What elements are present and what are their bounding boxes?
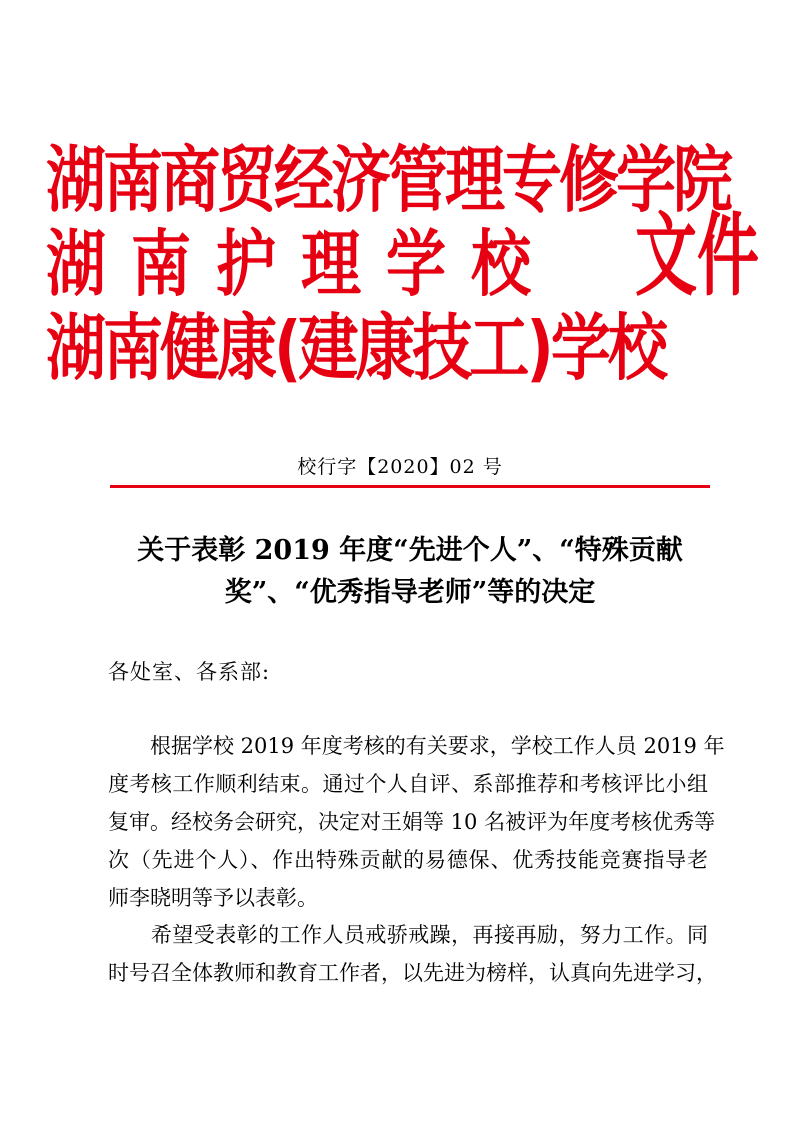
body-paragraph-1 [108, 727, 725, 917]
header-suffix: 文件 [635, 202, 760, 309]
header-line-2: 湖南护理学校 [46, 223, 556, 308]
red-divider [110, 485, 710, 488]
header-line-1: 湖南商贸经济管理专修学院 [46, 139, 730, 224]
paragraph-line: 次（先进个人）、作出特殊贡献的易德保、优秀技能竞赛指导老 [108, 848, 708, 872]
paragraph-line: 时号召全体教师和教育工作者，以先进为榜样，认真向先进学习， [108, 961, 717, 985]
document-number: 校行字【2020】02 号 [297, 456, 503, 478]
title-line-2: 奖”、“优秀指导老师”等的决定 [224, 577, 596, 608]
paragraph-line: 根据学校 2019 年度考核的有关要求，学校工作人员 2019 年 [108, 734, 725, 758]
paragraph-line: 复审。经校务会研究，决定对王娟等 10 名被评为年度考核优秀等 [108, 810, 716, 834]
paragraph-line: 师李晓明等予以表彰。 [108, 886, 318, 910]
document-title [110, 530, 710, 614]
header-line-3: 湖南健康(建康技工)学校 [46, 307, 665, 392]
title-line-1: 关于表彰 2019 年度“先进个人”、“特殊贡献 [137, 535, 683, 566]
paragraph-line: 希望受表彰的工作人员戒骄戒躁，再接再励，努力工作。同 [108, 923, 708, 947]
paragraph-line: 度考核工作顺利结束。通过个人自评、系部推荐和考核评比小组 [108, 772, 708, 796]
body-paragraph-2 [108, 916, 717, 992]
addressee: 各处室、各系部: [108, 660, 271, 684]
